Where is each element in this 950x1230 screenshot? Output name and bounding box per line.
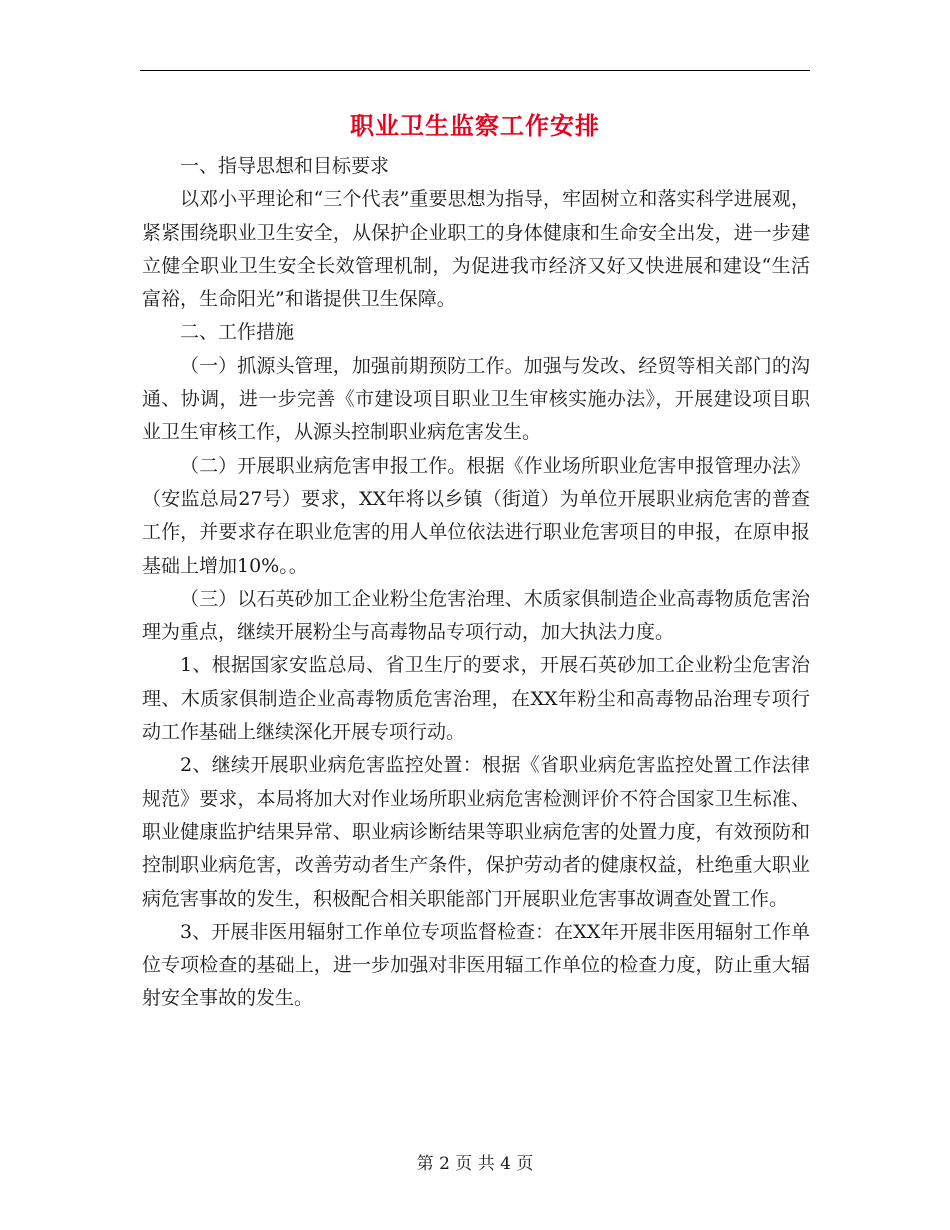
page-footer: 第 2 页 共 4 页 [416, 1154, 534, 1174]
document-title: 职业卫生监察工作安排 [350, 112, 600, 140]
paragraph-measure-2: （二）开展职业病危害申报工作。根据《作业场所职业危害申报管理办法》（安监总局27号）要求，XX年将以乡镇（街道）为单位开展职业病危害的普查工作，并要求存在职业危害的用人单位依法进行职业危害项目的申报，在原申报基础上增加10%。。 [142, 454, 810, 577]
paragraph-measure-1: （一）抓源头管理，加强前期预防工作。加强与发改、经贸等相关部门的沟通、协调，进一步完善《市建设项目职业卫生审核实施办法》，开展建设项目职业卫生审核工作，从源头控制职业病危害发生。 [142, 354, 810, 444]
header-rule [140, 70, 810, 71]
paragraph-item-1: 1、根据国家安监总局、省卫生厅的要求，开展石英砂加工企业粉尘危害治理、木质家俱制造企业高毒物质危害治理，在XX年粉尘和高毒物品治理专项行动工作基础上继续深化开展专项行动。 [142, 654, 810, 744]
paragraph-guiding-thought: 以邓小平理论和“三个代表”重要思想为指导，牢固树立和落实科学进展观，紧紧围绕职业卫生安全，从保护企业职工的身体健康和生命安全出发，进一步建立健全职业卫生安全长效管理机制，为促进我市经济又好又快进展和建设“生活富裕，生命阳光”和谐提供卫生保障。 [142, 188, 810, 311]
paragraph-item-2: 2、继续开展职业病危害监控处置：根据《省职业病危害监控处置工作法律规范》要求，本局将加大对作业场所职业病危害检测评价不符合国家卫生标准、职业健康监护结果异常、职业病诊断结果等职业病危害的处置力度，有效预防和控制职业病危害，改善劳动者生产条件，保护劳动者的健康权益，杜绝重大职业病危害事故的发生，积极配合相关职能部门开展职业危害事故调查处置工作。 [142, 754, 810, 910]
section-heading-guiding: 一、指导思想和目标要求 [180, 155, 390, 177]
document-body [142, 150, 810, 1016]
paragraph-measure-3: （三）以石英砂加工企业粉尘危害治理、木质家俱制造企业高毒物质危害治理为重点，继续开展粉尘与高毒物品专项行动，加大执法力度。 [142, 587, 810, 644]
section-heading-measures: 二、工作措施 [180, 321, 295, 344]
paragraph-item-3: 3、开展非医用辐射工作单位专项监督检查：在XX年开展非医用辐射工作单位专项检查的基础上，进一步加强对非医用辐工作单位的检查力度，防止重大辐射安全事故的发生。 [142, 920, 810, 1010]
